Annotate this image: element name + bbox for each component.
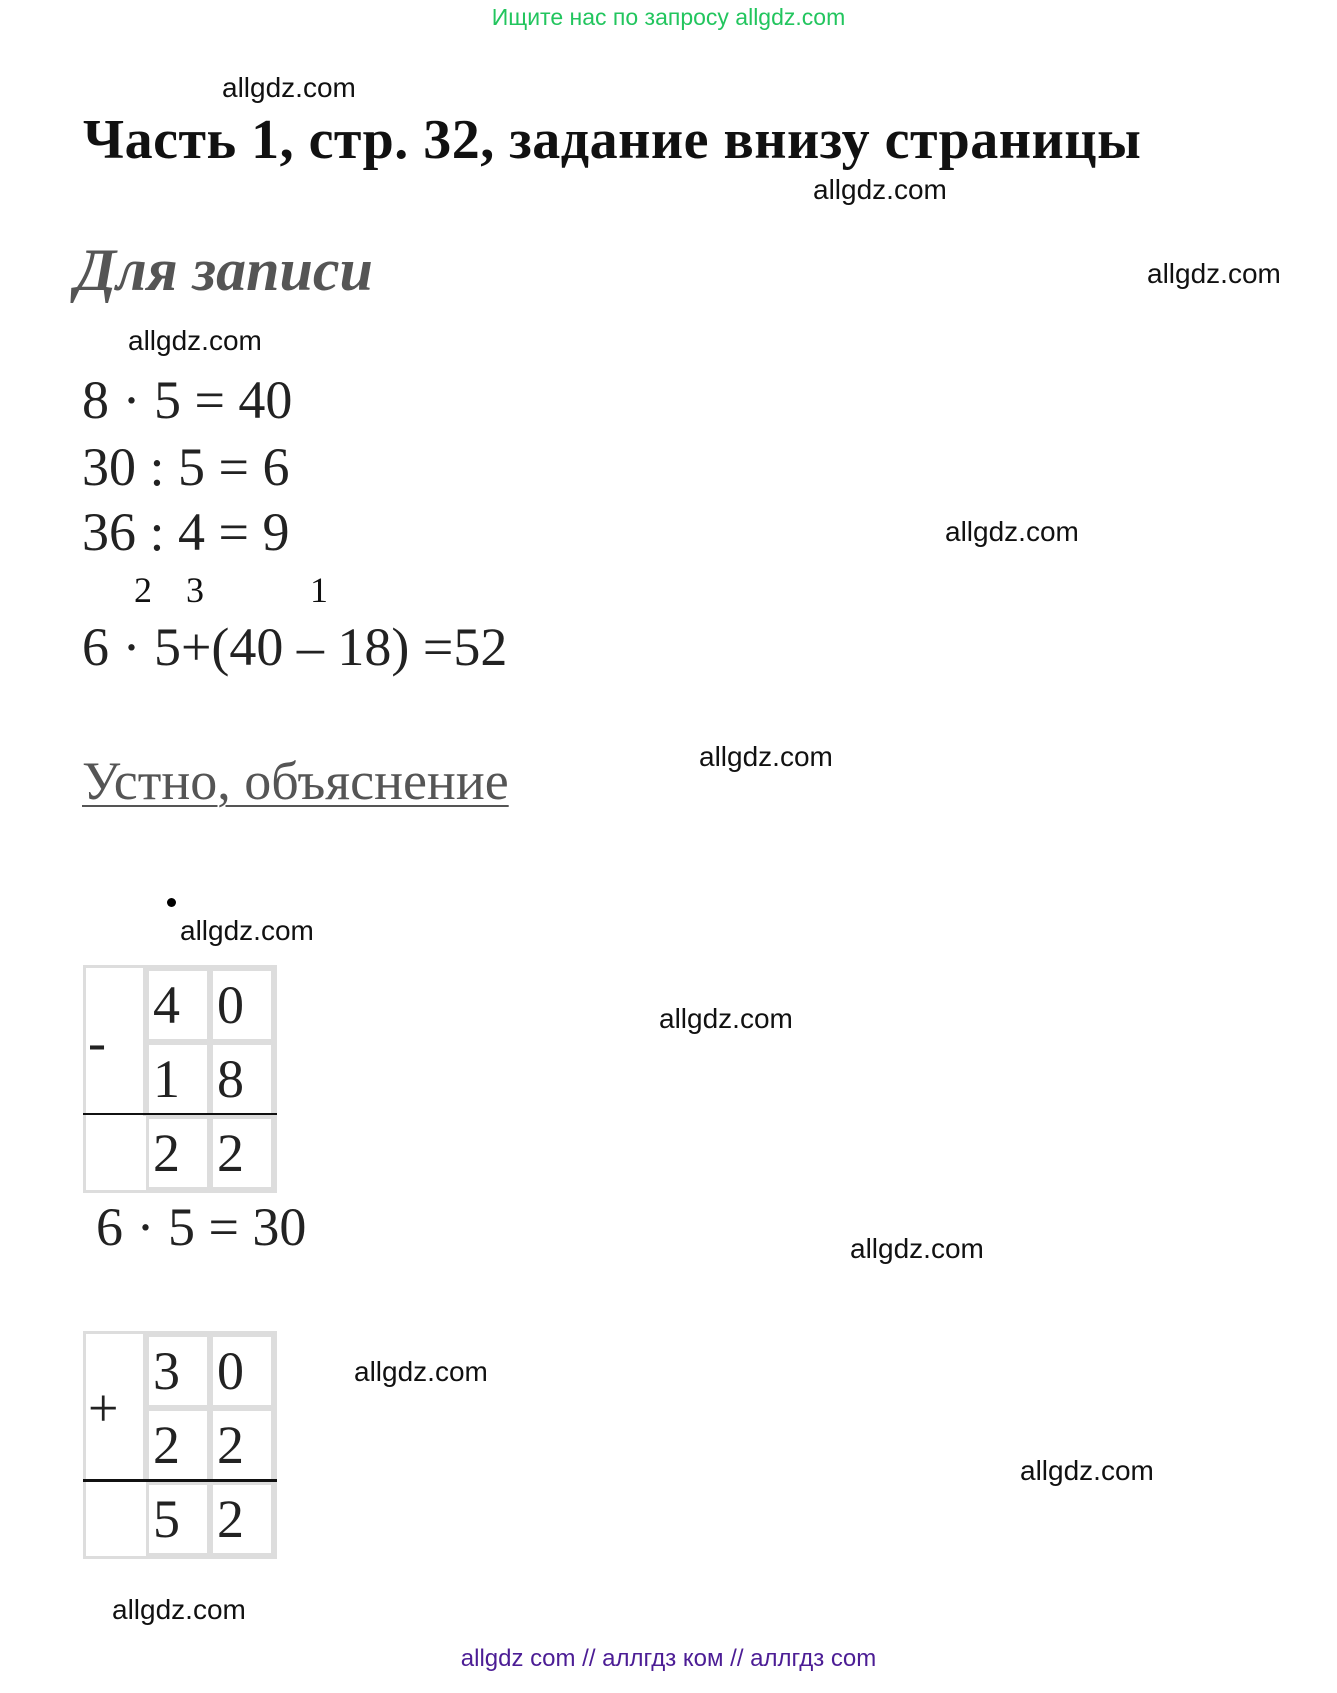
footer-links[interactable]: allgdz com // аллгдз ком // аллгдз com bbox=[460, 1645, 877, 1672]
minus-sign: - bbox=[86, 968, 146, 1116]
watermark: allgdz.com bbox=[659, 1003, 793, 1034]
digit-cell: 3 bbox=[146, 1334, 210, 1408]
watermark: allgdz.com bbox=[1020, 1455, 1154, 1486]
order-mark: 1 bbox=[310, 570, 328, 610]
watermark: allgdz.com bbox=[945, 516, 1079, 547]
digit-cell: 5 bbox=[146, 1482, 210, 1556]
search-banner: Ищите нас по запросу allgdz.com bbox=[491, 4, 846, 30]
result-line bbox=[83, 1113, 277, 1115]
watermark: allgdz.com bbox=[699, 741, 833, 772]
page-title: Часть 1, стр. 32, задание внизу страницы bbox=[83, 109, 1142, 171]
watermark: allgdz.com bbox=[112, 1594, 246, 1625]
result-line bbox=[83, 1479, 277, 1482]
digit-cell: 1 bbox=[146, 1042, 210, 1116]
equation: 8 · 5 = 40 bbox=[82, 370, 293, 430]
watermark: allgdz.com bbox=[813, 174, 947, 205]
equation: 36 : 4 = 9 bbox=[82, 502, 290, 562]
product-equation: 6 · 5 = 30 bbox=[96, 1197, 307, 1257]
watermark: allgdz.com bbox=[222, 72, 356, 103]
watermark: allgdz.com bbox=[850, 1233, 984, 1264]
equation: 30 : 5 = 6 bbox=[82, 437, 290, 497]
order-mark: 3 bbox=[186, 570, 204, 610]
watermark: allgdz.com bbox=[354, 1356, 488, 1387]
digit-cell: 2 bbox=[210, 1116, 274, 1190]
subtraction-column bbox=[83, 965, 277, 1193]
addition-column bbox=[83, 1331, 277, 1559]
bullet-dot bbox=[167, 898, 176, 907]
digit-cell: 2 bbox=[146, 1116, 210, 1190]
section-heading-oral: Устно, объяснение bbox=[82, 751, 509, 811]
watermark: allgdz.com bbox=[1147, 258, 1281, 289]
plus-sign: + bbox=[86, 1334, 146, 1482]
watermark: allgdz.com bbox=[128, 325, 262, 356]
expression: 6 · 5+(40 – 18) =52 bbox=[82, 617, 508, 677]
section-heading-notes: Для записи bbox=[75, 237, 373, 303]
digit-cell: 4 bbox=[146, 968, 210, 1042]
empty-cell bbox=[86, 1482, 146, 1556]
digit-cell: 0 bbox=[210, 1334, 274, 1408]
order-mark: 2 bbox=[134, 570, 152, 610]
digit-cell: 8 bbox=[210, 1042, 274, 1116]
digit-cell: 2 bbox=[210, 1482, 274, 1556]
digit-cell: 2 bbox=[210, 1408, 274, 1482]
digit-cell: 0 bbox=[210, 968, 274, 1042]
watermark: allgdz.com bbox=[180, 915, 314, 946]
empty-cell bbox=[86, 1116, 146, 1190]
digit-cell: 2 bbox=[146, 1408, 210, 1482]
